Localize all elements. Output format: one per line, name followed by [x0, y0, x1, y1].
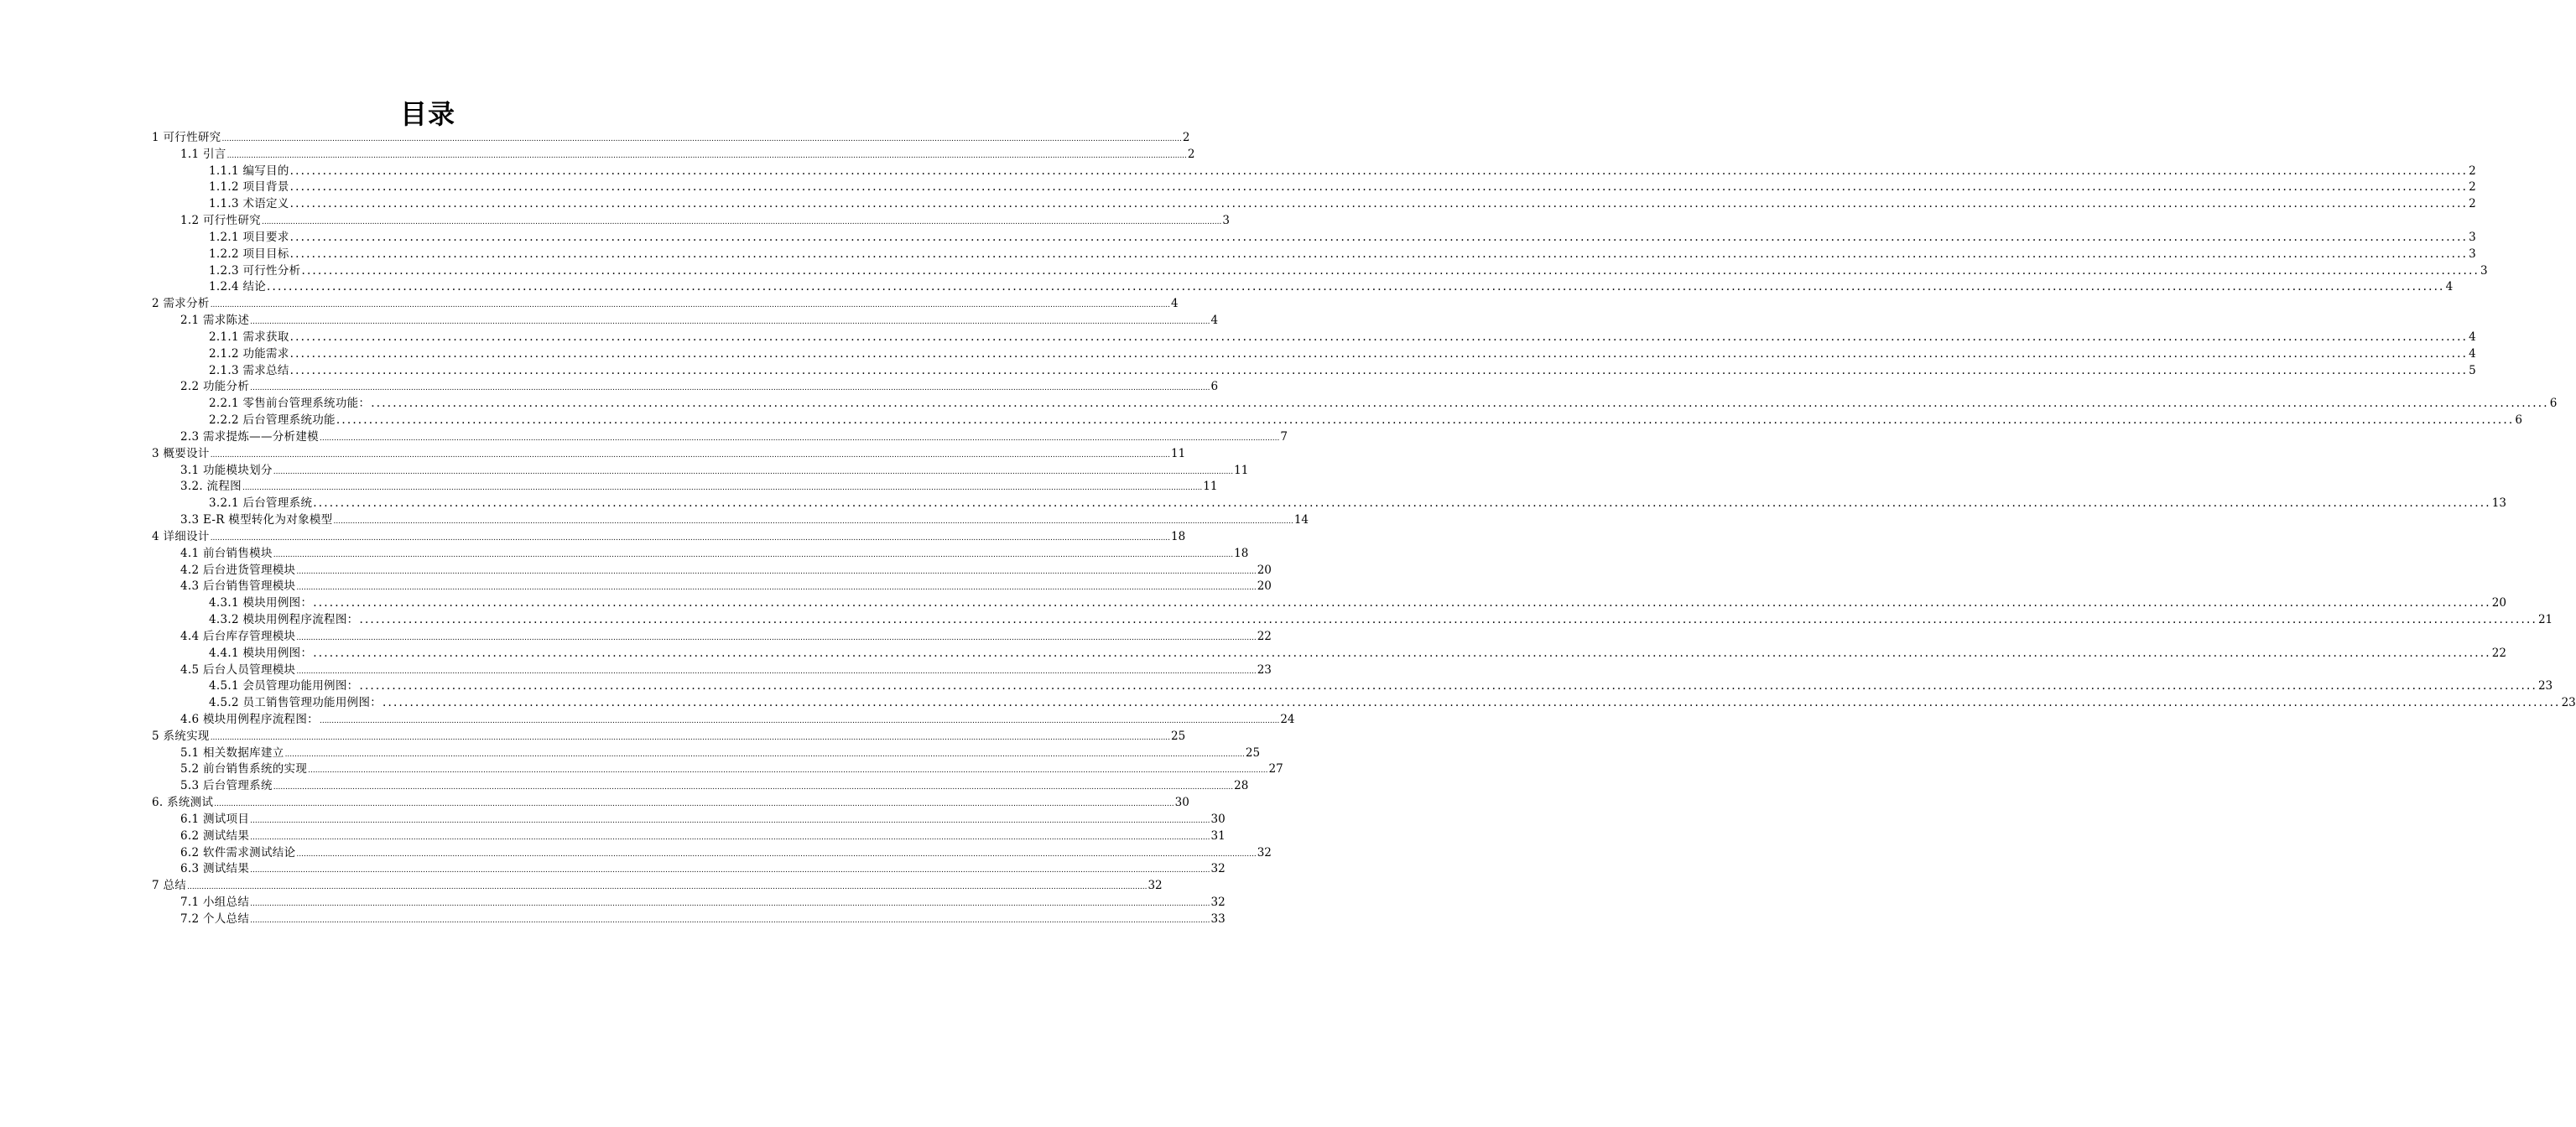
toc-dot-leader: ................................................................................................................................................................................................................................................................................................................................................................................................................ [313, 646, 2491, 660]
toc-entry[interactable] [152, 895, 1226, 911]
toc-entry-page-number: 11 [1171, 446, 1186, 460]
toc-dot-leader: ................................................................................................................................................................................................................................................................................................................................................................................................................ [210, 733, 1171, 742]
toc-entry-page-number: 13 [2491, 496, 2506, 511]
toc-dot-leader: ................................................................................................................................................................................................................................................................................................................................................................................................................ [359, 679, 2537, 693]
toc-entry-label: 3 概要设计 [152, 446, 210, 460]
toc-dot-leader: ................................................................................................................................................................................................................................................................................................................................................................................................................ [359, 613, 2537, 627]
toc-dot-leader: ................................................................................................................................................................................................................................................................................................................................................................................................................ [319, 434, 1280, 443]
toc-entry-page-number: 11 [1203, 480, 1218, 494]
toc-entry-label: 4.5.1 会员管理功能用例图： [209, 679, 359, 693]
toc-entry-page-number: 11 [1234, 463, 1249, 477]
toc-entry[interactable] [152, 346, 2476, 363]
toc-entry-label: 1.1 引言 [180, 147, 226, 161]
toc-entry-page-number: 32 [1147, 879, 1163, 893]
toc-dot-leader: ................................................................................................................................................................................................................................................................................................................................................................................................................ [273, 467, 1234, 476]
toc-dot-leader: ................................................................................................................................................................................................................................................................................................................................................................................................................ [273, 550, 1234, 559]
toc-entry-page-number: 22 [2491, 646, 2506, 660]
toc-entry-label: 1.2 可行性研究 [180, 214, 261, 228]
toc-entry-label: 3.3 E-R 模型转化为对象模型 [180, 513, 333, 527]
toc-dot-leader: ................................................................................................................................................................................................................................................................................................................................................................................................................ [250, 384, 1210, 393]
toc-dot-leader: ................................................................................................................................................................................................................................................................................................................................................................................................................ [289, 180, 2469, 195]
toc-dot-leader: ................................................................................................................................................................................................................................................................................................................................................................................................................ [289, 164, 2469, 178]
toc-entry[interactable] [152, 662, 1272, 679]
toc-entry[interactable] [152, 247, 2476, 263]
toc-entry[interactable] [152, 429, 1288, 446]
toc-entry-label: 1.2.2 项目目标 [209, 247, 289, 261]
toc-dot-leader: ................................................................................................................................................................................................................................................................................................................................................................................................................ [250, 866, 1210, 875]
toc-dot-leader: ................................................................................................................................................................................................................................................................................................................................................................................................................ [261, 218, 1222, 227]
toc-entry[interactable] [152, 479, 1218, 496]
toc-dot-leader: ................................................................................................................................................................................................................................................................................................................................................................................................................ [382, 696, 2561, 710]
toc-entry[interactable] [152, 729, 1186, 745]
toc-entry-label: 4.3 后台销售管理模块 [180, 579, 296, 594]
toc-dot-leader: ................................................................................................................................................................................................................................................................................................................................................................................................................ [289, 247, 2469, 261]
toc-entry[interactable] [152, 778, 1249, 795]
toc-dot-leader: ................................................................................................................................................................................................................................................................................................................................................................................................................ [250, 900, 1210, 909]
toc-dot-leader: ................................................................................................................................................................................................................................................................................................................................................................................................................ [210, 450, 1171, 460]
toc-entry-page-number: 18 [1171, 529, 1186, 543]
toc-dot-leader: ................................................................................................................................................................................................................................................................................................................................................................................................................ [296, 849, 1257, 859]
toc-entry-page-number: 31 [1210, 828, 1226, 843]
toc-entry-page-number: 24 [1280, 712, 1295, 726]
toc-entry-page-number: 5 [2469, 363, 2476, 377]
toc-entry[interactable] [152, 845, 1272, 862]
toc-dot-leader: ................................................................................................................................................................................................................................................................................................................................................................................................................ [284, 750, 1245, 759]
toc-entry-page-number: 18 [1234, 546, 1249, 560]
toc-entry[interactable] [152, 279, 2454, 296]
toc-entry-page-number: 20 [1257, 579, 1272, 594]
toc-entry-label: 4.4.1 模块用例图： [209, 646, 313, 660]
toc-entry-label: 4.3.1 模块用例图： [209, 596, 313, 610]
toc-entry-page-number: 3 [2480, 263, 2488, 278]
toc-entry-page-number: 2 [1187, 147, 1195, 161]
toc-entry-page-number: 30 [1210, 812, 1226, 826]
toc-entry[interactable] [152, 396, 2558, 413]
toc-entry-page-number: 6 [2549, 397, 2558, 411]
toc-entry-label: 2.2.2 后台管理系统功能 [209, 413, 336, 428]
toc-entry-label: 1.1.1 编写目的 [209, 164, 289, 178]
toc-entry[interactable] [152, 878, 1163, 895]
toc-entry[interactable] [152, 861, 1226, 878]
page-title: 目录 [399, 98, 455, 130]
toc-entry[interactable] [152, 646, 2506, 662]
toc-dot-leader: ................................................................................................................................................................................................................................................................................................................................................................................................................ [187, 883, 1147, 892]
toc-dot-leader: ................................................................................................................................................................................................................................................................................................................................................................................................................ [273, 783, 1234, 792]
toc-entry-label: 4.1 前台销售模块 [180, 546, 273, 560]
toc-entry[interactable] [152, 446, 1186, 463]
toc-entry-page-number: 32 [1257, 845, 1272, 860]
toc-dot-leader: ................................................................................................................................................................................................................................................................................................................................................................................................................ [289, 230, 2469, 244]
toc-entry[interactable] [152, 595, 2506, 612]
toc-entry[interactable] [152, 164, 2476, 180]
toc-dot-leader: ................................................................................................................................................................................................................................................................................................................................................................................................................ [226, 151, 1187, 160]
toc-dot-leader: ................................................................................................................................................................................................................................................................................................................................................................................................................ [210, 533, 1171, 543]
toc-entry-page-number: 4 [1171, 297, 1179, 311]
toc-entry[interactable] [152, 563, 1272, 579]
toc-entry-page-number: 3 [2469, 247, 2476, 261]
toc-dot-leader: ................................................................................................................................................................................................................................................................................................................................................................................................................ [250, 816, 1210, 825]
toc-dot-leader: ................................................................................................................................................................................................................................................................................................................................................................................................................ [371, 397, 2549, 411]
toc-entry-label: 4.6 模块用例程序流程图： [180, 712, 319, 726]
toc-entry-page-number: 4 [1210, 314, 1219, 328]
toc-entry-label: 1.1.3 术语定义 [209, 197, 289, 211]
toc-entry-label: 1.1.2 项目背景 [209, 180, 289, 195]
toc-entry-label: 4.2 后台进货管理模块 [180, 563, 296, 577]
toc-entry-page-number: 21 [2537, 613, 2553, 627]
toc-entry[interactable] [152, 463, 1249, 480]
toc-entry-label: 4 详细设计 [152, 529, 210, 543]
toc-dot-leader: ................................................................................................................................................................................................................................................................................................................................................................................................................ [210, 301, 1171, 310]
toc-entry[interactable] [152, 363, 2476, 380]
toc-entry[interactable] [152, 130, 1190, 147]
toc-entry[interactable] [152, 413, 2522, 429]
toc-entry-label: 7.2 个人总结 [180, 911, 250, 926]
toc-entry[interactable] [152, 512, 1309, 529]
toc-entry-page-number: 2 [1182, 131, 1190, 144]
toc-dot-leader: ................................................................................................................................................................................................................................................................................................................................................................................................................ [313, 596, 2491, 610]
toc-dot-leader: ................................................................................................................................................................................................................................................................................................................................................................................................................ [250, 318, 1210, 327]
toc-dot-leader: ................................................................................................................................................................................................................................................................................................................................................................................................................ [319, 716, 1280, 725]
toc-entry[interactable] [152, 629, 1272, 646]
toc-entry-label: 2.3 需求提炼——分析建模 [180, 429, 319, 444]
toc-dot-leader: ................................................................................................................................................................................................................................................................................................................................................................................................................ [214, 800, 1174, 809]
table-of-contents [152, 130, 2576, 928]
toc-entry-label: 1.2.3 可行性分析 [209, 263, 301, 278]
toc-entry[interactable] [152, 147, 1195, 164]
toc-entry-page-number: 2 [2469, 197, 2476, 211]
toc-dot-leader: ................................................................................................................................................................................................................................................................................................................................................................................................................ [296, 567, 1257, 576]
toc-entry-page-number: 6 [2515, 413, 2522, 428]
toc-dot-leader: ................................................................................................................................................................................................................................................................................................................................................................................................................ [250, 916, 1210, 925]
toc-dot-leader: ................................................................................................................................................................................................................................................................................................................................................................................................................ [289, 346, 2469, 361]
toc-entry[interactable] [152, 330, 2476, 346]
toc-entry[interactable] [152, 529, 1186, 546]
toc-entry[interactable] [152, 230, 2476, 247]
toc-entry-label: 2.1.3 需求总结 [209, 363, 289, 377]
toc-dot-leader: ................................................................................................................................................................................................................................................................................................................................................................................................................ [289, 363, 2469, 377]
toc-entry-label: 6. 系统测试 [152, 796, 214, 810]
toc-entry[interactable] [152, 213, 1230, 230]
toc-entry-page-number: 32 [1210, 862, 1226, 876]
toc-entry-page-number: 6 [1210, 380, 1219, 394]
toc-entry-label: 3.2.1 后台管理系统 [209, 496, 313, 511]
toc-entry-label: 4.4 后台库存管理模块 [180, 629, 296, 643]
toc-entry-page-number: 27 [1268, 762, 1283, 776]
toc-dot-leader: ................................................................................................................................................................................................................................................................................................................................................................................................................ [250, 833, 1210, 842]
toc-entry-label: 5.3 后台管理系统 [180, 779, 273, 793]
toc-dot-leader: ................................................................................................................................................................................................................................................................................................................................................................................................................ [289, 330, 2469, 344]
toc-entry[interactable] [152, 745, 1261, 762]
toc-dot-leader: ................................................................................................................................................................................................................................................................................................................................................................................................................ [296, 667, 1257, 676]
toc-dot-leader: ................................................................................................................................................................................................................................................................................................................................................................................................................ [313, 496, 2491, 511]
toc-entry-page-number: 2 [2469, 164, 2476, 178]
toc-entry[interactable] [152, 712, 1295, 729]
toc-entry-label: 4.5 后台人员管理模块 [180, 662, 296, 677]
toc-entry-page-number: 25 [1171, 729, 1186, 743]
toc-entry-label: 7.1 小组总结 [180, 896, 250, 910]
toc-entry-label: 6.1 测试项目 [180, 812, 250, 826]
toc-entry[interactable] [152, 828, 1226, 845]
toc-entry[interactable] [152, 496, 2506, 512]
toc-entry-label: 7 总结 [152, 879, 187, 893]
toc-entry-label: 2.1.2 功能需求 [209, 346, 289, 361]
toc-entry-label: 1.2.1 项目要求 [209, 230, 289, 244]
toc-entry-page-number: 3 [1222, 214, 1230, 228]
toc-entry-page-number: 20 [1257, 563, 1272, 577]
toc-entry-page-number: 23 [2561, 696, 2576, 710]
toc-entry-label: 3.1 功能模块划分 [180, 463, 273, 477]
toc-entry-label: 2.1.1 需求获取 [209, 330, 289, 344]
toc-entry[interactable] [152, 579, 1272, 595]
toc-entry-label: 1.2.4 结论 [209, 280, 267, 294]
toc-entry-page-number: 22 [1257, 629, 1272, 643]
toc-entry-label: 4.3.2 模块用例程序流程图： [209, 613, 359, 627]
toc-entry[interactable] [152, 678, 2553, 695]
toc-entry-label: 2.1 需求陈述 [180, 314, 250, 328]
toc-entry-page-number: 23 [2537, 679, 2553, 693]
toc-entry-label: 5.2 前台销售系统的实现 [180, 762, 308, 776]
toc-dot-leader: ................................................................................................................................................................................................................................................................................................................................................................................................................ [333, 517, 1293, 527]
toc-entry-label: 6.3 测试结果 [180, 862, 250, 876]
toc-dot-leader: ................................................................................................................................................................................................................................................................................................................................................................................................................ [296, 633, 1257, 642]
toc-dot-leader: ................................................................................................................................................................................................................................................................................................................................................................................................................ [301, 263, 2480, 278]
toc-dot-leader: ................................................................................................................................................................................................................................................................................................................................................................................................................ [296, 584, 1257, 593]
toc-entry-page-number: 14 [1293, 513, 1309, 527]
toc-entry-page-number: 4 [2445, 280, 2454, 294]
toc-entry-label: 4.5.2 员工销售管理功能用例图： [209, 696, 382, 710]
toc-entry-label: 2 需求分析 [152, 297, 210, 311]
toc-entry[interactable] [152, 379, 1219, 396]
toc-entry-page-number: 28 [1234, 779, 1249, 793]
toc-entry-label: 1 可行性研究 [152, 131, 221, 144]
toc-entry[interactable] [152, 761, 1283, 778]
toc-entry-page-number: 23 [1257, 662, 1272, 677]
toc-entry-page-number: 25 [1245, 745, 1261, 760]
toc-entry[interactable] [152, 546, 1249, 563]
toc-entry-page-number: 30 [1174, 796, 1189, 810]
toc-entry-label: 5 系统实现 [152, 729, 210, 743]
toc-entry-page-number: 20 [2491, 596, 2506, 610]
toc-entry[interactable] [152, 263, 2488, 280]
toc-entry[interactable] [152, 296, 1179, 313]
toc-dot-leader: ................................................................................................................................................................................................................................................................................................................................................................................................................ [289, 197, 2469, 211]
toc-entry-label: 6.2 软件需求测试结论 [180, 845, 296, 860]
toc-entry-page-number: 7 [1280, 429, 1288, 444]
toc-entry-page-number: 32 [1210, 896, 1226, 910]
toc-entry[interactable] [152, 795, 1189, 812]
toc-dot-leader: ................................................................................................................................................................................................................................................................................................................................................................................................................ [336, 413, 2515, 428]
toc-entry-page-number: 2 [2469, 180, 2476, 195]
toc-entry-label: 3.2. 流程图 [180, 480, 242, 494]
toc-entry[interactable] [152, 695, 2576, 712]
toc-entry-page-number: 3 [2469, 230, 2476, 244]
toc-dot-leader: ................................................................................................................................................................................................................................................................................................................................................................................................................ [267, 280, 2445, 294]
toc-entry[interactable] [152, 179, 2476, 196]
toc-dot-leader: ................................................................................................................................................................................................................................................................................................................................................................................................................ [308, 766, 1268, 776]
toc-entry-page-number: 33 [1210, 911, 1226, 926]
toc-dot-leader: ................................................................................................................................................................................................................................................................................................................................................................................................................ [242, 484, 1203, 493]
toc-dot-leader: ................................................................................................................................................................................................................................................................................................................................................................................................................ [221, 135, 1182, 143]
toc-entry-label: 2.2.1 零售前台管理系统功能： [209, 397, 371, 411]
toc-entry[interactable] [152, 612, 2553, 629]
toc-entry-label: 2.2 功能分析 [180, 380, 250, 394]
toc-entry-label: 5.1 相关数据库建立 [180, 745, 284, 760]
toc-entry[interactable] [152, 196, 2476, 213]
toc-entry[interactable] [152, 911, 1226, 928]
toc-entry-page-number: 4 [2469, 346, 2476, 361]
toc-entry[interactable] [152, 812, 1226, 828]
toc-entry[interactable] [152, 313, 1219, 330]
toc-entry-page-number: 4 [2469, 330, 2476, 344]
toc-entry-label: 6.2 测试结果 [180, 828, 250, 843]
